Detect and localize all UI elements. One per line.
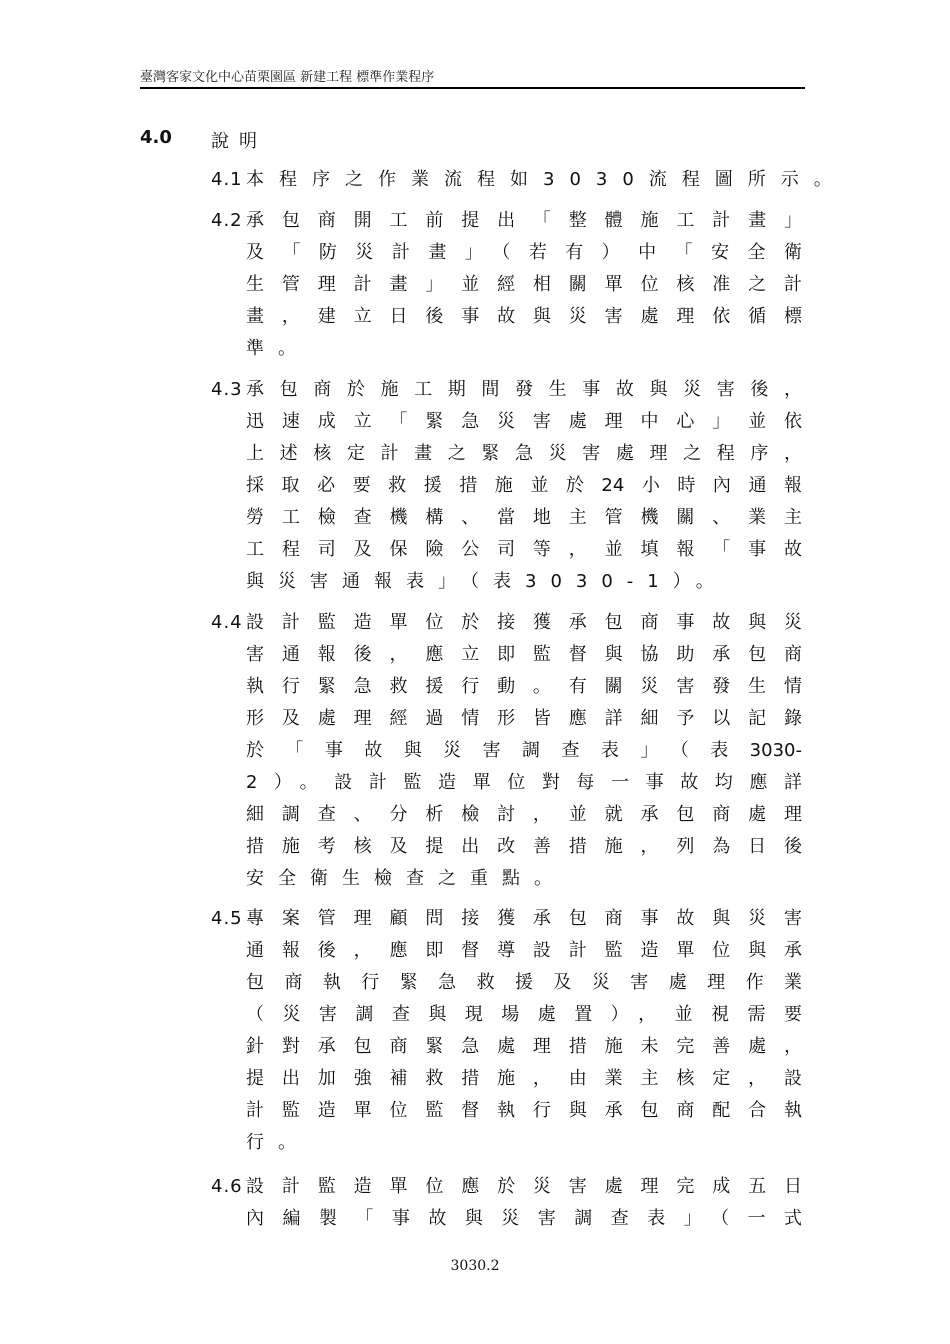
item-text-line: 採取必要救援措施並於24小時內通報 <box>246 475 802 496</box>
item-text-line: 害通報後，應立即監督與協助承包商 <box>246 644 802 665</box>
item-number: 4.6 <box>211 1176 243 1197</box>
item-text-line: 通報後，應即督導設計監造單位與承 <box>246 940 802 961</box>
page-number: 3030.2 <box>450 1258 500 1274</box>
item-text-line: 與災害通報表」（表3030-1）。 <box>246 571 728 592</box>
item-text-line: 行。 <box>246 1132 310 1153</box>
item-text-line: （災害調查與現場處置），並視需要 <box>246 1004 802 1025</box>
item-text-line: 安全衛生檢查之重點。 <box>246 868 566 889</box>
item-number: 4.2 <box>211 210 243 231</box>
item-text-line: 承包商於施工期間發生事故與災害後， <box>246 379 802 400</box>
item-text-line: 設計監造單位於接獲承包商事故與災 <box>246 612 802 633</box>
item-text-line: 針對承包商緊急處理措施未完善處， <box>246 1036 802 1057</box>
item-text-line: 本程序之作業流程如3030流程圖所示。 <box>246 169 847 190</box>
item-number: 4.1 <box>211 169 243 190</box>
item-text-line: 內編製「事故與災害調查表」（一式 <box>246 1208 802 1229</box>
item-text-line: 承包商開工前提出「整體施工計畫」 <box>246 210 802 231</box>
page-header: 臺灣客家文化中心苗栗園區 新建工程 標準作業程序 <box>140 66 805 89</box>
item-text-line: 2）。設計監造單位對每一事故均應詳 <box>246 772 802 793</box>
item-text-line: 勞工檢查機構、當地主管機關、業主 <box>246 507 802 528</box>
item-text-line: 提出加強補救措施，由業主核定，設 <box>246 1068 802 1089</box>
item-text-line: 包商執行緊急救援及災害處理作業 <box>246 972 802 993</box>
item-text-line: 執行緊急救援行動。有關災害發生情 <box>246 676 802 697</box>
item-text-line: 工程司及保險公司等，並填報「事故 <box>246 539 802 560</box>
item-number: 4.4 <box>211 612 243 633</box>
item-text-line: 專案管理顧問接獲承包商事故與災害 <box>246 908 802 929</box>
item-number: 4.5 <box>211 908 243 929</box>
item-text-line: 生管理計畫」並經相關單位核准之計 <box>246 274 802 295</box>
item-text-line: 上述核定計畫之緊急災害處理之程序， <box>246 443 802 464</box>
item-text-line: 畫，建立日後事故與災害處理依循標 <box>246 306 802 327</box>
item-text-line: 措施考核及提出改善措施，列為日後 <box>246 836 802 857</box>
item-text-line: 迅速成立「緊急災害處理中心」並依 <box>246 411 802 432</box>
section-title: 說明 <box>211 131 267 152</box>
item-number: 4.3 <box>211 379 243 400</box>
item-text-line: 設計監造單位應於災害處理完成五日 <box>246 1176 802 1197</box>
item-text-line: 計監造單位監督執行與承包商配合執 <box>246 1100 802 1121</box>
item-text-line: 於「事故與災害調查表」（表3030- <box>246 740 802 761</box>
section-number: 4.0 <box>140 127 172 148</box>
item-text-line: 及「防災計畫」（若有）中「安全衛 <box>246 242 802 263</box>
item-text-line: 形及處理經過情形皆應詳細予以記錄 <box>246 708 802 729</box>
item-text-line: 細調查、分析檢討，並就承包商處理 <box>246 804 802 825</box>
item-text-line: 準。 <box>246 338 310 359</box>
